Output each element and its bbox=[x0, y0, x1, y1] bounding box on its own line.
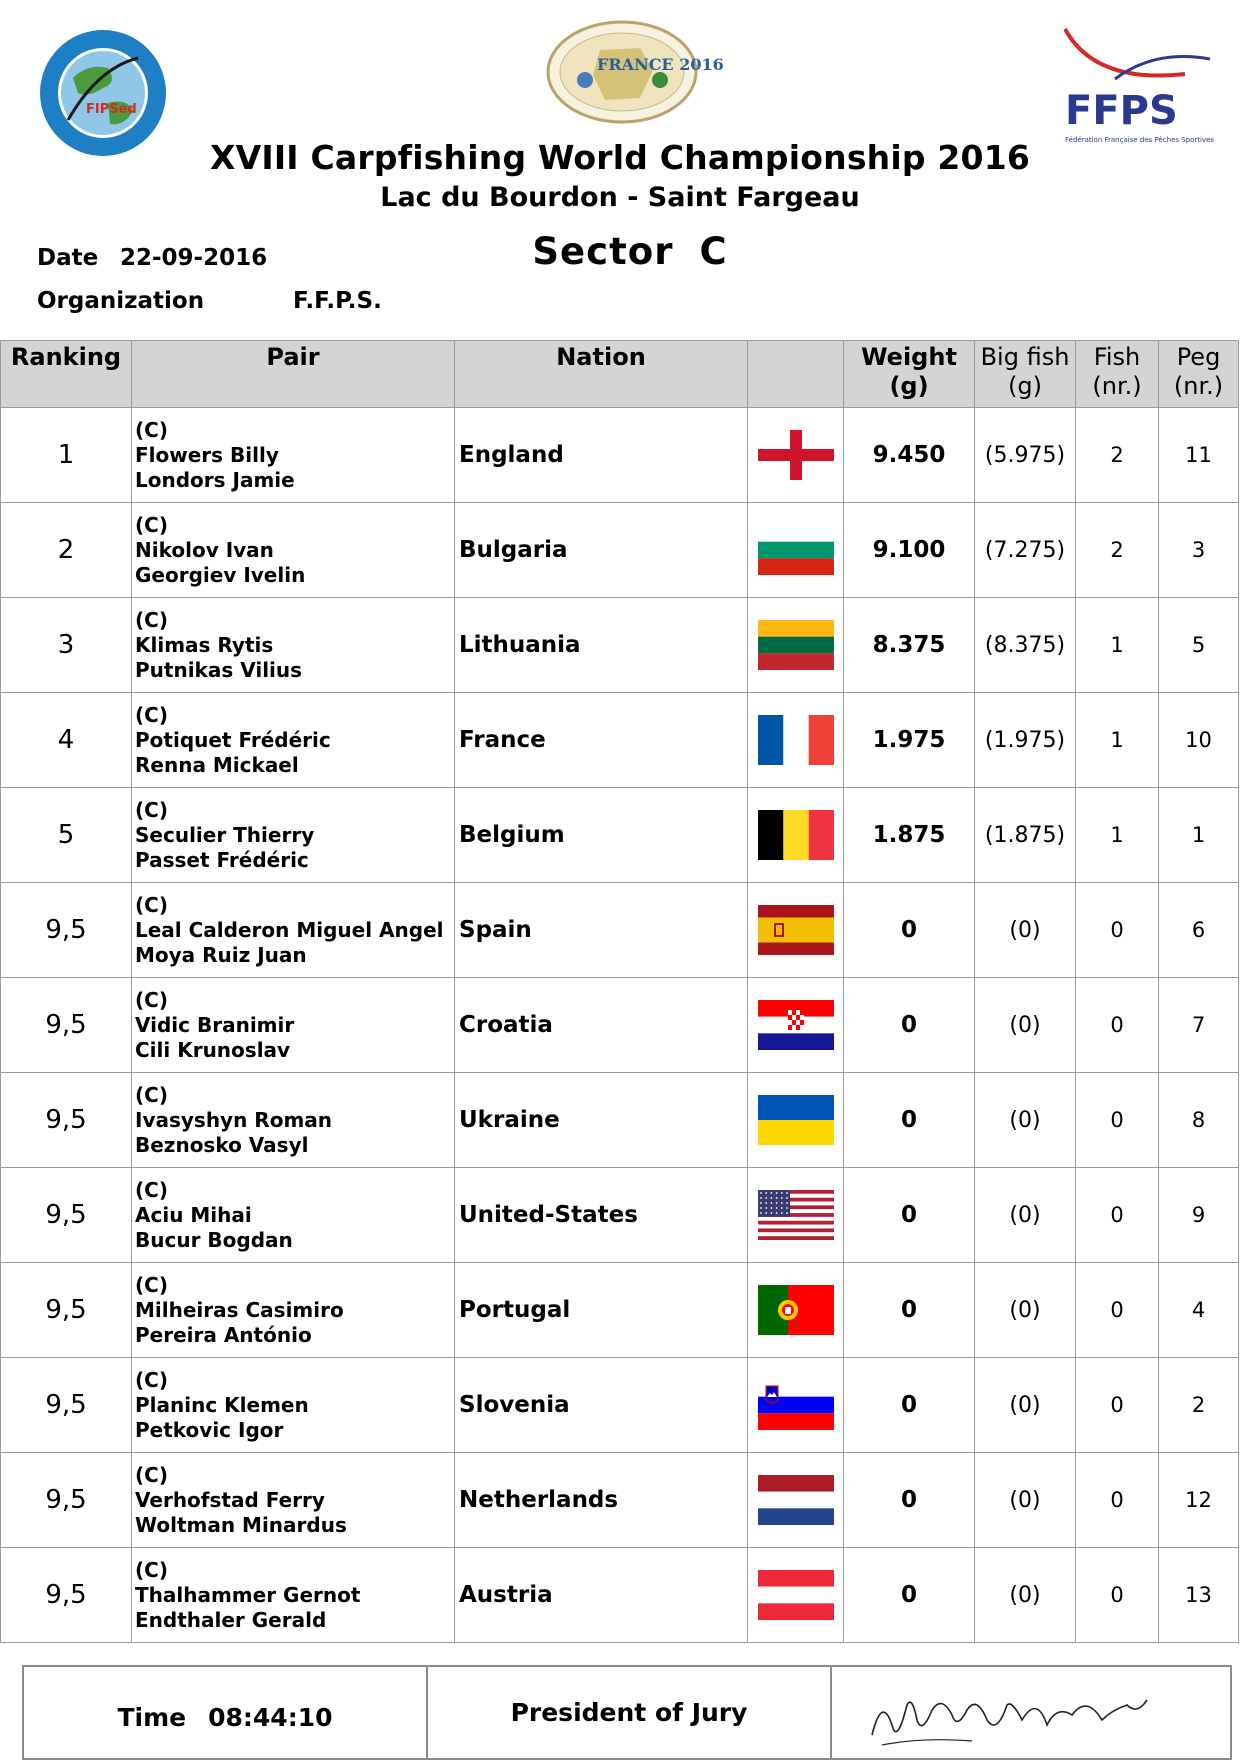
fish-count: 0 bbox=[1110, 1108, 1124, 1132]
captain-marker: (C) bbox=[135, 1557, 168, 1582]
flag-cell bbox=[748, 503, 844, 598]
peg-cell bbox=[1159, 503, 1239, 598]
peg-number: 3 bbox=[1191, 538, 1206, 562]
bigfish-cell bbox=[975, 1168, 1076, 1263]
fish-count: 0 bbox=[1110, 1393, 1124, 1417]
weight-value: 1.875 bbox=[872, 822, 946, 848]
angler-1: Nikolov Ivan bbox=[135, 537, 274, 562]
svg-text:Fédération Française des Pêche: Fédération Française des Pêches Sportives bbox=[1065, 136, 1215, 144]
england-flag bbox=[758, 430, 834, 480]
fish-cell bbox=[1076, 1263, 1159, 1358]
rank-cell bbox=[1, 1073, 132, 1168]
col-pair: Pair bbox=[132, 341, 455, 408]
nation-cell bbox=[455, 1358, 748, 1453]
nation-name: Croatia bbox=[459, 1012, 553, 1038]
peg-cell bbox=[1159, 1073, 1239, 1168]
weight-value: 9.100 bbox=[872, 537, 946, 563]
svg-text:FFPS: FFPS bbox=[1065, 88, 1178, 134]
weight-value: 1.975 bbox=[872, 727, 946, 753]
rank-value: 5 bbox=[57, 820, 75, 850]
president-of-jury-label: President of Jury bbox=[428, 1667, 832, 1758]
table-row bbox=[1, 408, 1239, 503]
bigfish-cell bbox=[975, 978, 1076, 1073]
weight-value: 0 bbox=[900, 917, 917, 943]
pair-cell bbox=[132, 1358, 455, 1453]
france-2016-logo bbox=[545, 20, 724, 125]
angler-2: Bucur Bogdan bbox=[135, 1227, 293, 1252]
angler-2: Petkovic Igor bbox=[135, 1417, 284, 1442]
peg-cell bbox=[1159, 1358, 1239, 1453]
table-row bbox=[1, 598, 1239, 693]
bigfish-cell bbox=[975, 408, 1076, 503]
usa-flag bbox=[758, 1190, 834, 1240]
angler-2: Putnikas Vilius bbox=[135, 657, 303, 682]
bigfish-cell bbox=[975, 1358, 1076, 1453]
bigfish-cell bbox=[975, 598, 1076, 693]
fish-count: 0 bbox=[1110, 1013, 1124, 1037]
bigfish-cell bbox=[975, 1073, 1076, 1168]
fish-cell bbox=[1076, 1548, 1159, 1643]
angler-2: Londors Jamie bbox=[135, 467, 295, 492]
peg-number: 6 bbox=[1191, 918, 1206, 942]
pair-cell bbox=[132, 693, 455, 788]
rank-value: 2 bbox=[57, 535, 75, 565]
table-row bbox=[1, 1263, 1239, 1358]
weight-cell bbox=[844, 978, 975, 1073]
nation-cell bbox=[455, 408, 748, 503]
peg-number: 9 bbox=[1191, 1203, 1206, 1227]
peg-number: 1 bbox=[1191, 823, 1206, 847]
rank-value: 9,5 bbox=[45, 1390, 87, 1420]
nation-name: France bbox=[459, 727, 546, 753]
col-bigfish: Big fish (g) bbox=[975, 341, 1076, 408]
fish-count: 1 bbox=[1110, 633, 1124, 657]
rank-value: 1 bbox=[57, 440, 75, 470]
peg-cell bbox=[1159, 788, 1239, 883]
rank-value: 9,5 bbox=[45, 915, 87, 945]
bigfish-value: (0) bbox=[1009, 1107, 1041, 1133]
rank-cell bbox=[1, 788, 132, 883]
table-row bbox=[1, 503, 1239, 598]
weight-value: 0 bbox=[900, 1297, 917, 1323]
nation-name: England bbox=[459, 442, 564, 468]
ukraine-flag bbox=[758, 1095, 834, 1145]
captain-marker: (C) bbox=[135, 1082, 168, 1107]
fish-count: 0 bbox=[1110, 1488, 1124, 1512]
peg-cell bbox=[1159, 693, 1239, 788]
fish-cell bbox=[1076, 693, 1159, 788]
weight-cell bbox=[844, 693, 975, 788]
peg-number: 8 bbox=[1191, 1108, 1206, 1132]
peg-cell bbox=[1159, 598, 1239, 693]
weight-value: 0 bbox=[900, 1392, 917, 1418]
flag-cell bbox=[748, 1453, 844, 1548]
pair-cell bbox=[132, 1263, 455, 1358]
angler-1: Klimas Rytis bbox=[135, 632, 274, 657]
pair-cell bbox=[132, 1548, 455, 1643]
fish-count: 0 bbox=[1110, 1203, 1124, 1227]
weight-value: 9.450 bbox=[872, 442, 946, 468]
weight-cell bbox=[844, 883, 975, 978]
flag-cell bbox=[748, 883, 844, 978]
weight-cell bbox=[844, 788, 975, 883]
fish-cell bbox=[1076, 598, 1159, 693]
lithuania-flag bbox=[758, 620, 834, 670]
rank-value: 9,5 bbox=[45, 1295, 87, 1325]
weight-value: 8.375 bbox=[872, 632, 946, 658]
flag-cell bbox=[748, 1358, 844, 1453]
rank-cell bbox=[1, 693, 132, 788]
pair-cell bbox=[132, 978, 455, 1073]
date-label: Date bbox=[37, 245, 99, 271]
angler-1: Leal Calderon Miguel Angel bbox=[135, 917, 444, 942]
flag-cell bbox=[748, 1073, 844, 1168]
angler-1: Milheiras Casimiro bbox=[135, 1297, 344, 1322]
captain-marker: (C) bbox=[135, 607, 168, 632]
bigfish-value: (0) bbox=[1009, 917, 1041, 943]
pair-cell bbox=[132, 503, 455, 598]
angler-1: Verhofstad Ferry bbox=[135, 1487, 325, 1512]
rank-value: 9,5 bbox=[45, 1485, 87, 1515]
pair-cell bbox=[132, 883, 455, 978]
table-row bbox=[1, 788, 1239, 883]
table-row bbox=[1, 1073, 1239, 1168]
angler-1: Potiquet Frédéric bbox=[135, 727, 331, 752]
peg-number: 5 bbox=[1191, 633, 1206, 657]
nation-cell bbox=[455, 1548, 748, 1643]
pair-cell bbox=[132, 408, 455, 503]
ffps-logo bbox=[1055, 24, 1215, 149]
rank-value: 3 bbox=[57, 630, 75, 660]
weight-cell bbox=[844, 598, 975, 693]
weight-cell bbox=[844, 1073, 975, 1168]
date-value: 22-09-2016 bbox=[120, 245, 268, 271]
nation-cell bbox=[455, 978, 748, 1073]
captain-marker: (C) bbox=[135, 797, 168, 822]
peg-number: 10 bbox=[1185, 728, 1212, 752]
peg-number: 2 bbox=[1191, 1393, 1206, 1417]
peg-number: 13 bbox=[1185, 1583, 1212, 1607]
bigfish-cell bbox=[975, 1453, 1076, 1548]
col-flag bbox=[748, 341, 844, 408]
peg-cell bbox=[1159, 1453, 1239, 1548]
signature-cell bbox=[832, 1667, 1230, 1758]
fish-count: 0 bbox=[1110, 918, 1124, 942]
peg-cell bbox=[1159, 408, 1239, 503]
rank-cell bbox=[1, 1358, 132, 1453]
weight-cell bbox=[844, 503, 975, 598]
peg-number: 11 bbox=[1185, 443, 1212, 467]
organization-label: Organization bbox=[37, 288, 205, 314]
nation-name: United-States bbox=[459, 1202, 638, 1228]
nation-name: Austria bbox=[459, 1582, 553, 1608]
nation-cell bbox=[455, 788, 748, 883]
peg-number: 12 bbox=[1185, 1488, 1212, 1512]
nation-name: Ukraine bbox=[459, 1107, 560, 1133]
table-row bbox=[1, 1548, 1239, 1643]
captain-marker: (C) bbox=[135, 892, 168, 917]
pair-cell bbox=[132, 1453, 455, 1548]
nation-cell bbox=[455, 1453, 748, 1548]
page-subtitle: Lac du Bourdon - Saint Fargeau bbox=[380, 182, 860, 213]
pair-cell bbox=[132, 1168, 455, 1263]
weight-cell bbox=[844, 1548, 975, 1643]
angler-1: Aciu Mihai bbox=[135, 1202, 252, 1227]
table-row bbox=[1, 693, 1239, 788]
captain-marker: (C) bbox=[135, 417, 168, 442]
rank-cell bbox=[1, 1168, 132, 1263]
peg-cell bbox=[1159, 978, 1239, 1073]
flag-cell bbox=[748, 598, 844, 693]
croatia-flag bbox=[758, 1000, 834, 1050]
angler-1: Ivasyshyn Roman bbox=[135, 1107, 333, 1132]
weight-cell bbox=[844, 1453, 975, 1548]
footer-box bbox=[22, 1665, 1232, 1760]
weight-cell bbox=[844, 1263, 975, 1358]
fish-count: 2 bbox=[1110, 538, 1124, 562]
nation-cell bbox=[455, 598, 748, 693]
fish-count: 1 bbox=[1110, 728, 1124, 752]
fish-cell bbox=[1076, 1358, 1159, 1453]
fish-count: 1 bbox=[1110, 823, 1124, 847]
table-row bbox=[1, 883, 1239, 978]
weight-cell bbox=[844, 1168, 975, 1263]
angler-2: Endthaler Gerald bbox=[135, 1607, 327, 1632]
table-row bbox=[1, 1453, 1239, 1548]
rank-cell bbox=[1, 883, 132, 978]
fish-count: 2 bbox=[1110, 443, 1124, 467]
weight-value: 0 bbox=[900, 1202, 917, 1228]
col-fish: Fish (nr.) bbox=[1076, 341, 1159, 408]
bigfish-value: (1.975) bbox=[984, 727, 1066, 753]
sector-value: C bbox=[699, 230, 728, 273]
weight-value: 0 bbox=[900, 1012, 917, 1038]
col-peg: Peg (nr.) bbox=[1159, 341, 1239, 408]
time-value: 08:44:10 bbox=[208, 1703, 333, 1732]
netherlands-flag bbox=[758, 1475, 834, 1525]
angler-1: Vidic Branimir bbox=[135, 1012, 295, 1037]
flag-cell bbox=[748, 978, 844, 1073]
nation-cell bbox=[455, 1168, 748, 1263]
nation-name: Lithuania bbox=[459, 632, 581, 658]
bigfish-cell bbox=[975, 693, 1076, 788]
bigfish-value: (0) bbox=[1009, 1392, 1041, 1418]
fish-count: 0 bbox=[1110, 1298, 1124, 1322]
weight-cell bbox=[844, 408, 975, 503]
bigfish-value: (0) bbox=[1009, 1202, 1041, 1228]
angler-2: Pereira António bbox=[135, 1322, 312, 1347]
slovenia-flag bbox=[758, 1380, 834, 1430]
bigfish-cell bbox=[975, 1263, 1076, 1358]
table-row bbox=[1, 1168, 1239, 1263]
time-label: Time bbox=[117, 1703, 187, 1732]
sector-label: Sector bbox=[532, 230, 674, 273]
angler-1: Planinc Klemen bbox=[135, 1392, 309, 1417]
bigfish-cell bbox=[975, 788, 1076, 883]
nation-name: Netherlands bbox=[459, 1487, 619, 1513]
bigfish-value: (7.275) bbox=[984, 537, 1066, 563]
peg-number: 4 bbox=[1191, 1298, 1206, 1322]
angler-2: Beznosko Vasyl bbox=[135, 1132, 309, 1157]
fish-cell bbox=[1076, 408, 1159, 503]
weight-value: 0 bbox=[900, 1107, 917, 1133]
nation-name: Bulgaria bbox=[459, 537, 568, 563]
rank-value: 9,5 bbox=[45, 1105, 87, 1135]
flag-cell bbox=[748, 1263, 844, 1358]
fish-cell bbox=[1076, 883, 1159, 978]
captain-marker: (C) bbox=[135, 1272, 168, 1297]
fish-cell bbox=[1076, 788, 1159, 883]
nation-cell bbox=[455, 883, 748, 978]
col-weight: Weight (g) bbox=[844, 341, 975, 408]
col-nation: Nation bbox=[455, 341, 748, 408]
peg-cell bbox=[1159, 1263, 1239, 1358]
captain-marker: (C) bbox=[135, 1177, 168, 1202]
bigfish-value: (1.875) bbox=[984, 822, 1066, 848]
organization-value: F.F.P.S. bbox=[293, 288, 382, 314]
page-title: XVIII Carpfishing World Championship 2016 bbox=[209, 138, 1031, 177]
signature bbox=[862, 1675, 1162, 1755]
flag-cell bbox=[748, 1548, 844, 1643]
fish-count: 0 bbox=[1110, 1583, 1124, 1607]
rank-value: 9,5 bbox=[45, 1200, 87, 1230]
captain-marker: (C) bbox=[135, 702, 168, 727]
bigfish-value: (0) bbox=[1009, 1297, 1041, 1323]
bigfish-value: (0) bbox=[1009, 1012, 1041, 1038]
peg-cell bbox=[1159, 1548, 1239, 1643]
fish-cell bbox=[1076, 978, 1159, 1073]
bigfish-cell bbox=[975, 883, 1076, 978]
bigfish-value: (0) bbox=[1009, 1582, 1041, 1608]
angler-1: Flowers Billy bbox=[135, 442, 279, 467]
table-header-row bbox=[1, 341, 1239, 408]
rank-value: 9,5 bbox=[45, 1010, 87, 1040]
fish-cell bbox=[1076, 1168, 1159, 1263]
flag-cell bbox=[748, 1168, 844, 1263]
nation-cell bbox=[455, 1263, 748, 1358]
results-table bbox=[0, 340, 1239, 1643]
captain-marker: (C) bbox=[135, 1367, 168, 1392]
rank-value: 9,5 bbox=[45, 1580, 87, 1610]
nation-cell bbox=[455, 693, 748, 788]
bigfish-cell bbox=[975, 503, 1076, 598]
peg-number: 7 bbox=[1191, 1013, 1206, 1037]
nation-name: Portugal bbox=[459, 1297, 571, 1323]
rank-cell bbox=[1, 598, 132, 693]
table-row bbox=[1, 1358, 1239, 1453]
rank-value: 4 bbox=[57, 725, 75, 755]
angler-2: Cili Krunoslav bbox=[135, 1037, 291, 1062]
portugal-flag bbox=[758, 1285, 834, 1335]
nation-name: Slovenia bbox=[459, 1392, 570, 1418]
france-flag bbox=[758, 715, 834, 765]
captain-marker: (C) bbox=[135, 1462, 168, 1487]
time-cell bbox=[24, 1667, 428, 1758]
captain-marker: (C) bbox=[135, 987, 168, 1012]
austria-flag bbox=[758, 1570, 834, 1620]
weight-cell bbox=[844, 1358, 975, 1453]
angler-1: Thalhammer Gernot bbox=[135, 1582, 361, 1607]
pair-cell bbox=[132, 1073, 455, 1168]
flag-cell bbox=[748, 788, 844, 883]
belgium-flag bbox=[758, 810, 834, 860]
angler-2: Woltman Minardus bbox=[135, 1512, 347, 1537]
nation-name: Belgium bbox=[459, 822, 565, 848]
angler-1: Seculier Thierry bbox=[135, 822, 315, 847]
rank-cell bbox=[1, 408, 132, 503]
weight-value: 0 bbox=[900, 1487, 917, 1513]
spain-flag bbox=[758, 905, 834, 955]
bulgaria-flag bbox=[758, 525, 834, 575]
rank-cell bbox=[1, 1263, 132, 1358]
rank-cell bbox=[1, 503, 132, 598]
fish-cell bbox=[1076, 1073, 1159, 1168]
nation-cell bbox=[455, 1073, 748, 1168]
pair-cell bbox=[132, 788, 455, 883]
nation-cell bbox=[455, 503, 748, 598]
angler-2: Renna Mickael bbox=[135, 752, 299, 777]
fish-cell bbox=[1076, 1453, 1159, 1548]
rank-cell bbox=[1, 1453, 132, 1548]
bigfish-value: (0) bbox=[1009, 1487, 1041, 1513]
col-ranking: Ranking bbox=[1, 341, 132, 408]
rank-cell bbox=[1, 978, 132, 1073]
captain-marker: (C) bbox=[135, 512, 168, 537]
peg-cell bbox=[1159, 883, 1239, 978]
flag-cell bbox=[748, 693, 844, 788]
fish-cell bbox=[1076, 503, 1159, 598]
bigfish-value: (8.375) bbox=[984, 632, 1066, 658]
svg-text:FIPSed: FIPSed bbox=[86, 102, 137, 117]
angler-2: Moya Ruiz Juan bbox=[135, 942, 307, 967]
angler-2: Passet Frédéric bbox=[135, 847, 309, 872]
nation-name: Spain bbox=[459, 917, 532, 943]
bigfish-value: (5.975) bbox=[984, 442, 1066, 468]
flag-cell bbox=[748, 408, 844, 503]
table-row bbox=[1, 978, 1239, 1073]
weight-value: 0 bbox=[900, 1582, 917, 1608]
pair-cell bbox=[132, 598, 455, 693]
peg-cell bbox=[1159, 1168, 1239, 1263]
angler-2: Georgiev Ivelin bbox=[135, 562, 306, 587]
rank-cell bbox=[1, 1548, 132, 1643]
bigfish-cell bbox=[975, 1548, 1076, 1643]
svg-text:FRANCE 2016: FRANCE 2016 bbox=[597, 55, 724, 74]
